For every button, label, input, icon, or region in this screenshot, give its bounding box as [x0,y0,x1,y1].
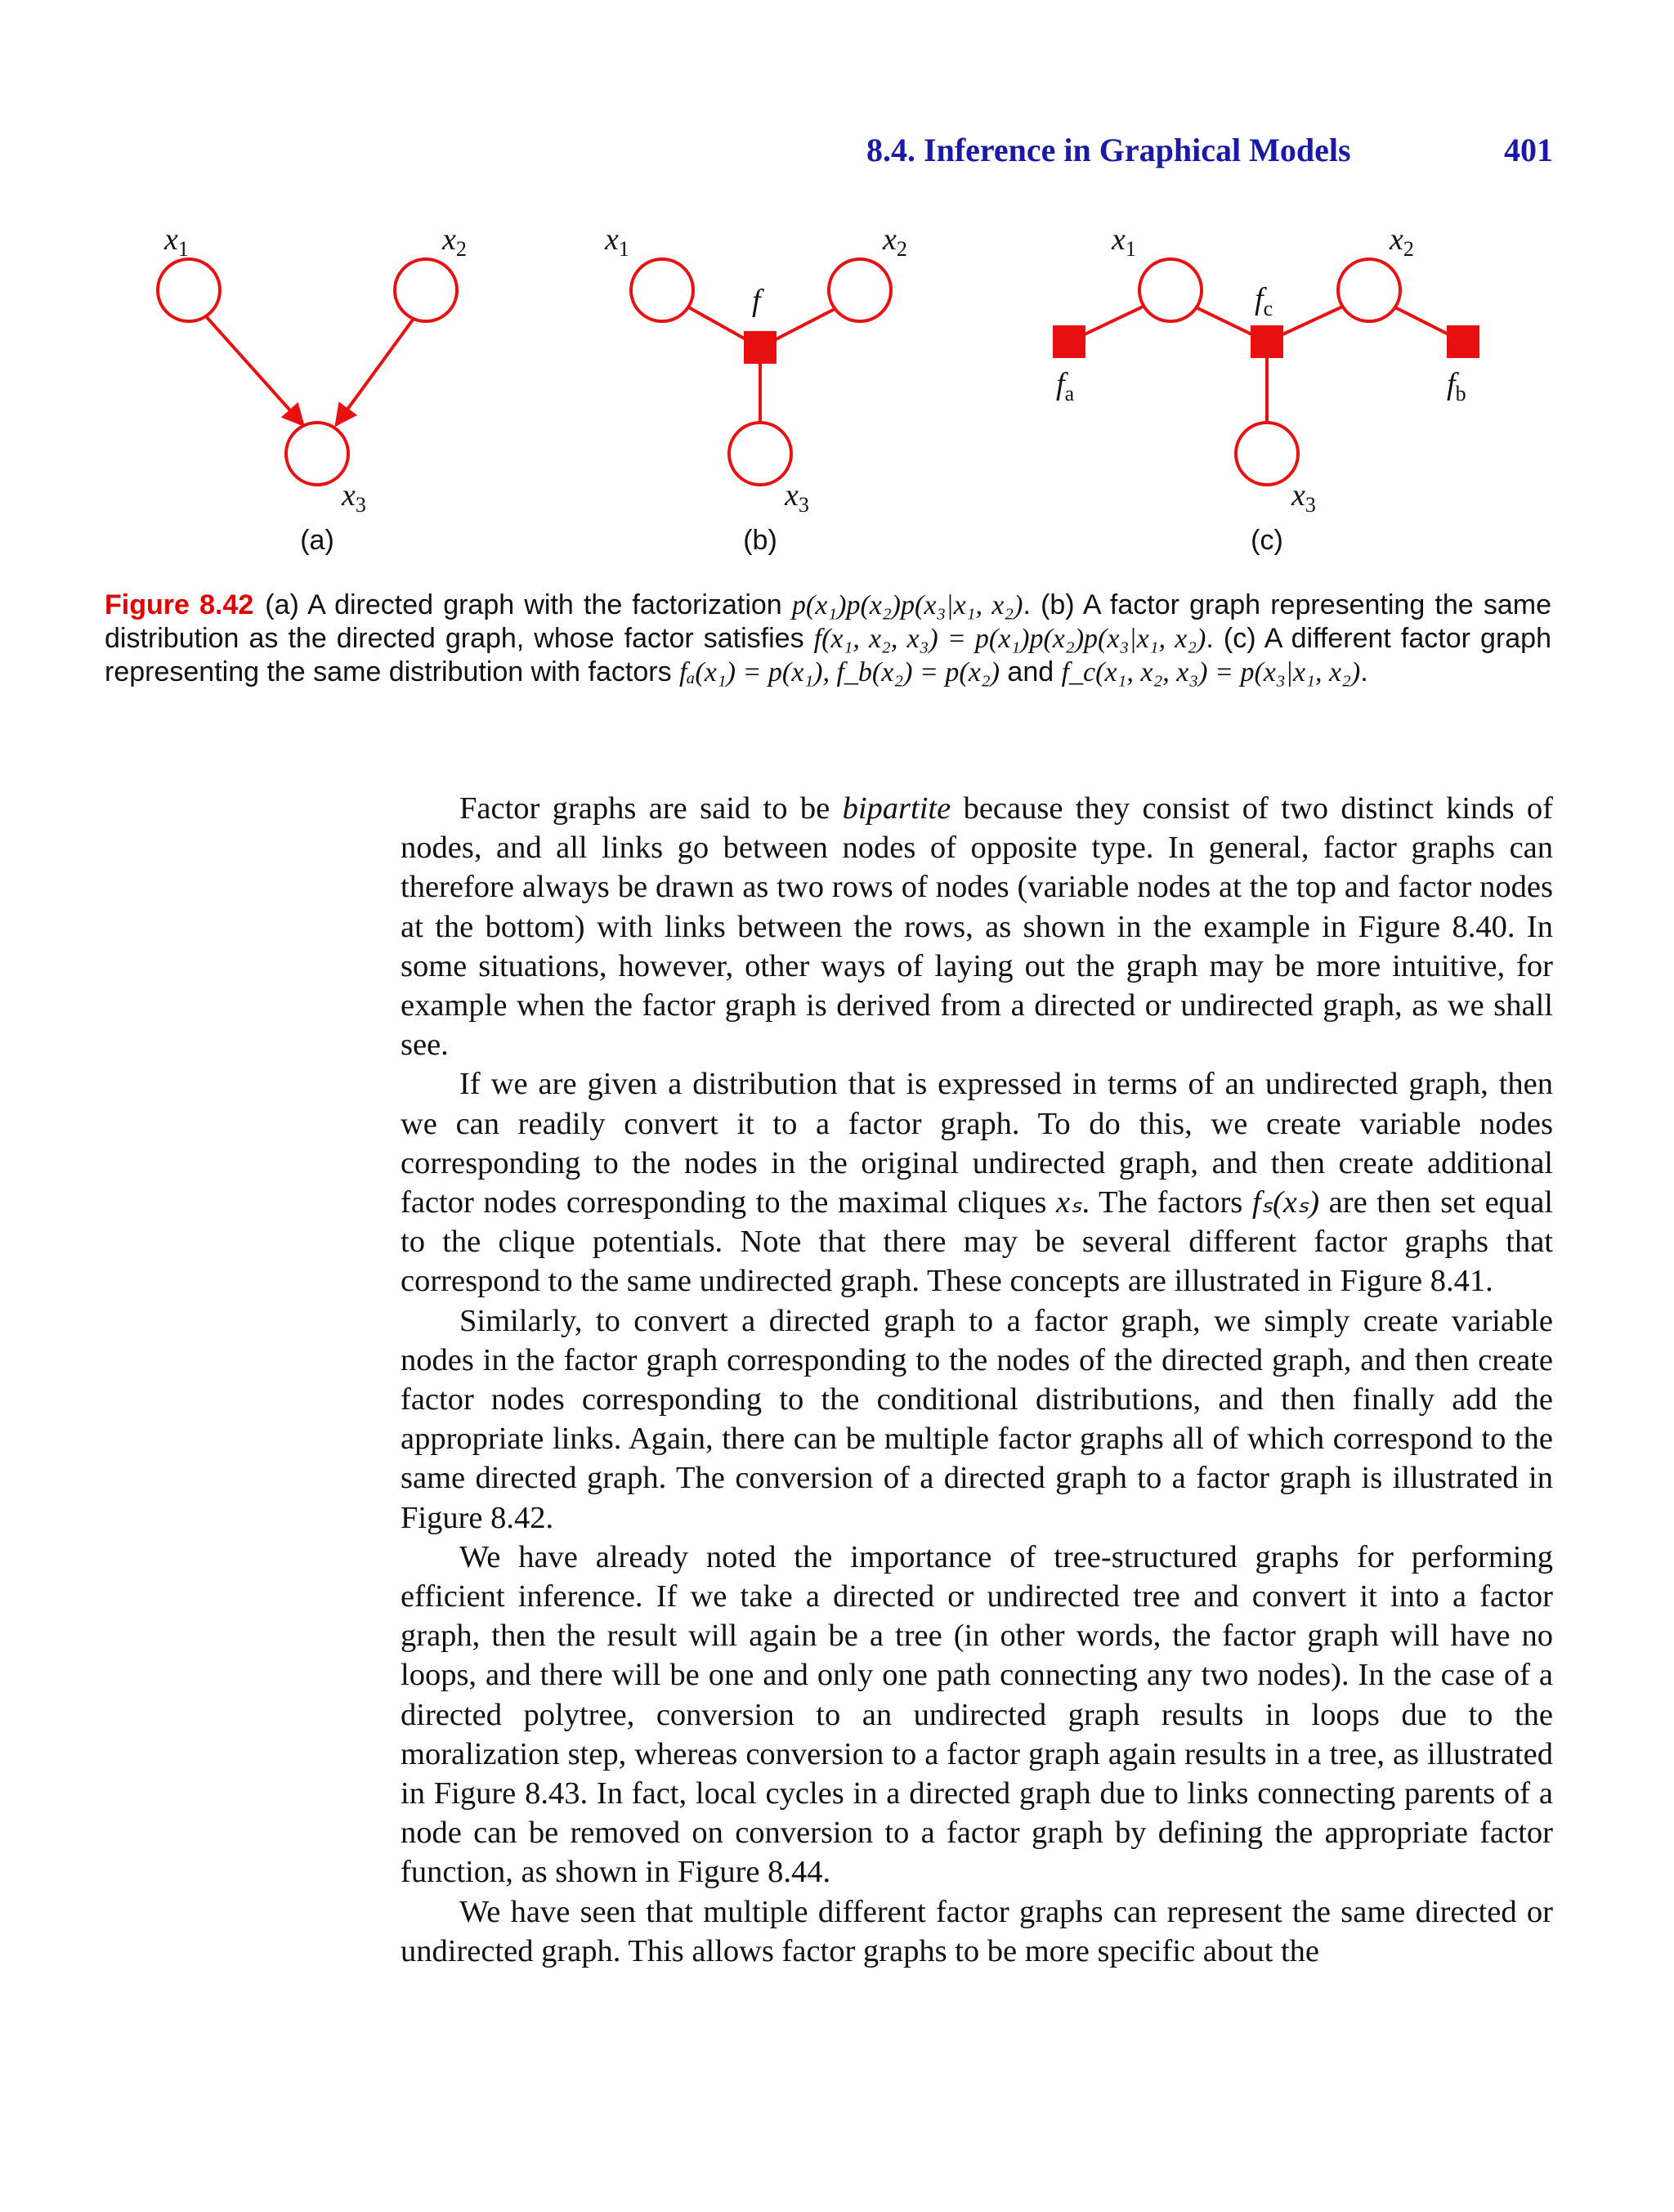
math-xs: xₛ [1056,1185,1082,1220]
caption-text-1: (a) A directed graph with the factorization [265,589,792,620]
label-fb: $f_b$ [1447,367,1466,405]
label-fc: $f_c$ [1255,282,1273,320]
caption-text-5: . [1360,656,1368,687]
node-x1 [1139,259,1202,321]
factor-fa [1053,325,1085,358]
edge-x2-x3 [336,316,415,425]
caption-math-3: fₐ(x₁) = p(x₁), f_b(x₂) = p(x₂) [679,657,1000,687]
panel-a-directed-graph [158,222,467,556]
label-x3: $x_3$ [785,478,809,517]
paragraph-2-text-a: If we are given a distribution that is expressed in terms of an undirected graph, then we can readily convert it to a factor graph. To do this, we create variable nodes corresponding to the nodes in the original undirected graph, and then create additional factor nodes corresponding to the maximal cliques [401,1067,1553,1220]
caption-text-4: and [999,656,1062,687]
node-x2 [829,259,891,321]
label-fa: $f_a$ [1056,367,1075,405]
node-x1 [631,259,693,321]
page-header [866,131,1553,180]
label-x1: $x_1$ [605,222,629,261]
body-text [401,789,1553,1971]
paragraph-1 [401,789,1553,1064]
label-x2: $x_2$ [1390,222,1414,261]
node-x1 [158,259,220,321]
label-x3: $x_3$ [1291,478,1316,517]
paragraph-5: We have seen that multiple different factor graphs can represent the same directed or undirected graph. This allows factor graphs to be more specific about the [401,1894,1553,1968]
label-x3: $x_3$ [342,478,366,517]
figure-label: Figure 8.42 [105,589,254,620]
paragraph-2-text-b: . The factors [1081,1185,1252,1220]
node-x2 [1338,259,1400,321]
math-fs-xs: fₛ(xₛ) [1251,1185,1320,1220]
factor-f [744,331,777,364]
factor-graph-figure [98,204,1569,564]
paragraph-2 [401,1064,1553,1301]
panel-b-label: (b) [743,525,777,556]
caption-text-2: . (b) A factor graph representing the same distribution as the directed graph, whose factor satisfies [105,589,1551,654]
panel-a-label: (a) [300,525,334,556]
figure-caption [105,589,1551,689]
label-x2: $x_2$ [442,222,467,261]
paragraph-3: Similarly, to convert a directed graph to a factor graph, we simply create variable nodes in the factor graph corresponding to the nodes of the directed graph, and then create factor nodes corresponding to the conditional distributions, and then finally add the appropriate links. Again, there can be multiple factor graphs all of which correspond to the same directed graph. The conversion of a directed graph to a factor graph is illustrated in Figure 8.42. [401,1303,1553,1535]
paragraph-1-text-b: because they consist of two distinct kinds of nodes, and all links go between nodes of opposite type. In general, factor graphs can therefore always be drawn as two rows of nodes (variable nodes at the top and factor nodes at the bottom) with links between the rows, as shown in the example in Figure 8.40. In some situations, however, other ways of laying out the graph may be more intuitive, for example when the factor graph is derived from a directed or undirected graph, as we shall see. [401,791,1554,1063]
factor-fc [1251,325,1283,358]
section-title: 8.4. Inference in Graphical Models [866,132,1351,168]
caption-math-4: f_c(x₁, x₂, x₃) = p(x₃|x₁, x₂) [1061,657,1361,687]
figure-8-42 [98,204,1569,564]
label-f: f [752,284,761,318]
panel-c-label: (c) [1251,525,1283,556]
label-x1: $x_1$ [164,222,189,261]
panel-b-factor-graph [604,222,907,556]
label-x1: $x_1$ [1112,222,1136,261]
paragraph-1-text-a: Factor graphs are said to be [459,791,843,826]
caption-text-3: . (c) A different factor graph representing the same distribution with factors [105,623,1551,687]
node-x3 [729,423,791,485]
node-x3 [286,423,348,485]
term-bipartite: bipartite [842,791,951,826]
panel-c-factor-graph [1053,222,1479,556]
factor-fb [1447,325,1479,358]
paragraph-4: We have already noted the importance of tree-structured graphs for performing efficient inference. If we take a directed or undirected tree and convert it into a factor graph, then the result will again be a tree (in other words, the factor graph will have no loops, and there will be one and only one path connecting any two nodes). In the case of a directed polytree, conversion to an undirected graph results in loops due to the moralization step, whereas conversion to a factor graph again results in a tree, as illustrated in Figure 8.43. In fact, local cycles in a directed graph due to links connecting parents of a node can be removed on conversion to a factor graph by defining the appropriate factor function, as shown in Figure 8.44. [401,1539,1553,1890]
node-x3 [1236,423,1298,485]
label-x2: $x_2$ [883,222,907,261]
edge-x1-x3 [206,316,303,425]
node-x2 [395,259,457,321]
paragraph-2-text-c: are then set equal to the clique potentials. Note that there may be several different factor graphs that correspond to the same undirected graph. These concepts are illustrated in Figure 8.41. [401,1185,1553,1299]
page-number: 401 [1504,132,1553,168]
caption-math-1: p(x₁)p(x₂)p(x₃|x₁, x₂) [791,590,1023,620]
caption-math-2: f(x₁, x₂, x₃) = p(x₁)p(x₂)p(x₃|x₁, x₂) [813,624,1206,654]
